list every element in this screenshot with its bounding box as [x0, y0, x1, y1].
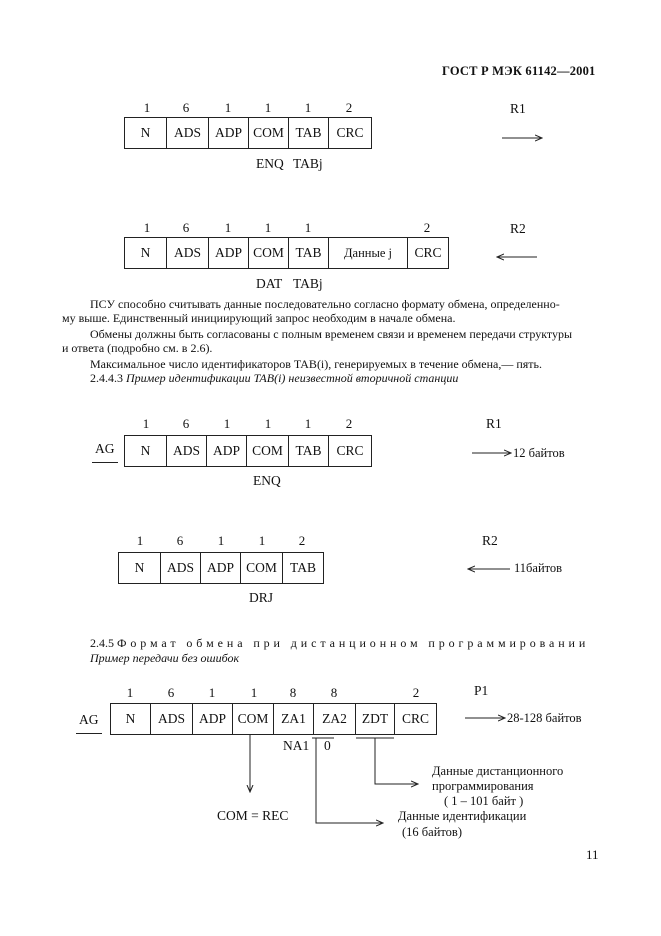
field-size: 1 — [223, 416, 231, 431]
field-za1: ZA1 — [274, 704, 314, 734]
field-size: 1 — [224, 100, 232, 115]
field-size: 2 — [412, 685, 420, 700]
field-tab: TAB — [289, 118, 329, 148]
field-data-j: Данные j — [329, 238, 408, 268]
field-size: 1 — [264, 100, 272, 115]
field-tab: TAB — [289, 238, 329, 268]
field-size: 1 — [264, 416, 272, 431]
prefix-ag: AG — [79, 712, 99, 727]
field-adp: ADP — [209, 238, 249, 268]
field-adp: ADP — [209, 118, 249, 148]
field-size: 2 — [345, 100, 353, 115]
label-tabj: TABj — [293, 156, 323, 171]
field-size: 1 — [264, 220, 272, 235]
direction-label: R1 — [510, 101, 526, 116]
field-ads: ADS — [161, 553, 201, 583]
field-n: N — [111, 704, 151, 734]
field-size: 8 — [289, 685, 297, 700]
field-ads: ADS — [167, 118, 209, 148]
label-enq: ENQ — [253, 473, 281, 488]
note-remote-data: программирования — [432, 779, 534, 793]
field-za2: ZA2 — [314, 704, 356, 734]
field-size: 1 — [304, 416, 312, 431]
direction-label: R1 — [486, 416, 502, 431]
label-tabj: TABj — [293, 276, 323, 291]
note-id-data-size: (16 байтов) — [402, 825, 462, 839]
field-size: 1 — [250, 685, 258, 700]
standard-header: ГОСТ Р МЭК 61142—2001 — [442, 64, 596, 78]
paragraph-line: Обмены должны быть согласованы с полным временем связи и временем передачи структуры — [90, 327, 573, 341]
section-subtitle: Пример передачи без ошибок — [90, 651, 240, 665]
size-note: 12 байтов — [513, 446, 565, 460]
field-tab: TAB — [290, 560, 316, 575]
arrow-right-icon — [316, 738, 383, 823]
field-size: 2 — [345, 416, 353, 431]
field-ads: ADS — [167, 238, 209, 268]
field-size: 1 — [143, 220, 151, 235]
field-size: 6 — [176, 533, 184, 548]
field-size: 6 — [182, 416, 190, 431]
direction-label: R2 — [510, 221, 526, 236]
paragraph-line: му выше. Единственный инициирующий запрос необходим в начале обмена. — [62, 311, 456, 325]
direction-label: P1 — [474, 683, 489, 698]
section-title: Пример идентификации TAB(i) неизвестной вторичной станции — [126, 371, 459, 385]
note-remote-data: Данные дистанционного — [432, 764, 564, 778]
field-n: N — [119, 553, 161, 583]
field-size: 1 — [304, 220, 312, 235]
size-note: 11байтов — [514, 561, 563, 575]
field-size: 6 — [182, 100, 190, 115]
section-title: Формат обмена при дистанционном программировании — [117, 636, 590, 650]
field-n: N — [125, 436, 167, 466]
label-com-rec: COM = REC — [217, 808, 289, 823]
field-crc: CRC — [336, 443, 364, 458]
field-size: 2 — [298, 533, 306, 548]
field-crc: CRC — [401, 711, 429, 726]
field-size: 1 — [258, 533, 266, 548]
label-dat: DAT — [256, 276, 283, 291]
label-na1: NA1 — [283, 738, 310, 753]
field-size: 1 — [126, 685, 134, 700]
field-size: 1 — [217, 533, 225, 548]
field-adp: ADP — [193, 704, 233, 734]
field-crc: CRC — [336, 125, 364, 140]
field-size: 1 — [304, 100, 312, 115]
field-size: 1 — [143, 100, 151, 115]
field-zdt: ZDT — [356, 704, 395, 734]
page-number: 11 — [586, 847, 599, 862]
prefix-ag: AG — [95, 441, 115, 456]
paragraph-line: и ответа (подробно см. в 2.6). — [62, 341, 213, 355]
field-size: 2 — [423, 220, 431, 235]
field-size: 8 — [330, 685, 338, 700]
field-size: 1 — [208, 685, 216, 700]
paragraph-line: Максимальное число идентификаторов TAB(i), генерируемых в течение обмена,— пять. — [90, 357, 542, 371]
section-number: 2.4.4.3 — [90, 371, 123, 385]
field-size: 6 — [182, 220, 190, 235]
field-ads: ADS — [167, 436, 207, 466]
field-com: COM — [249, 238, 289, 268]
field-com: COM — [247, 436, 289, 466]
field-size: 1 — [136, 533, 144, 548]
field-size: 1 — [224, 220, 232, 235]
label-drj: DRJ — [249, 590, 274, 605]
note-id-data: Данные идентификации — [398, 809, 527, 823]
field-com: COM — [233, 704, 274, 734]
field-adp: ADP — [207, 436, 247, 466]
field-tab: TAB — [289, 436, 329, 466]
paragraph-line: ПСУ способно считывать данные последовательно согласно формату обмена, определенно- — [90, 297, 560, 311]
label-zero: 0 — [324, 738, 331, 753]
field-adp: ADP — [201, 553, 241, 583]
field-ads: ADS — [151, 704, 193, 734]
note-remote-data-size: ( 1 – 101 байт ) — [444, 794, 524, 808]
field-n: N — [125, 118, 167, 148]
direction-label: R2 — [482, 533, 498, 548]
field-com: COM — [241, 553, 283, 583]
label-enq: ENQ — [256, 156, 284, 171]
arrow-right-icon — [375, 738, 418, 784]
field-crc: CRC — [414, 245, 442, 260]
field-size: 1 — [142, 416, 150, 431]
section-number: 2.4.5 — [90, 636, 114, 650]
field-com: COM — [249, 118, 289, 148]
field-size: 6 — [167, 685, 175, 700]
size-note: 28-128 байтов — [507, 711, 582, 725]
field-n: N — [125, 238, 167, 268]
